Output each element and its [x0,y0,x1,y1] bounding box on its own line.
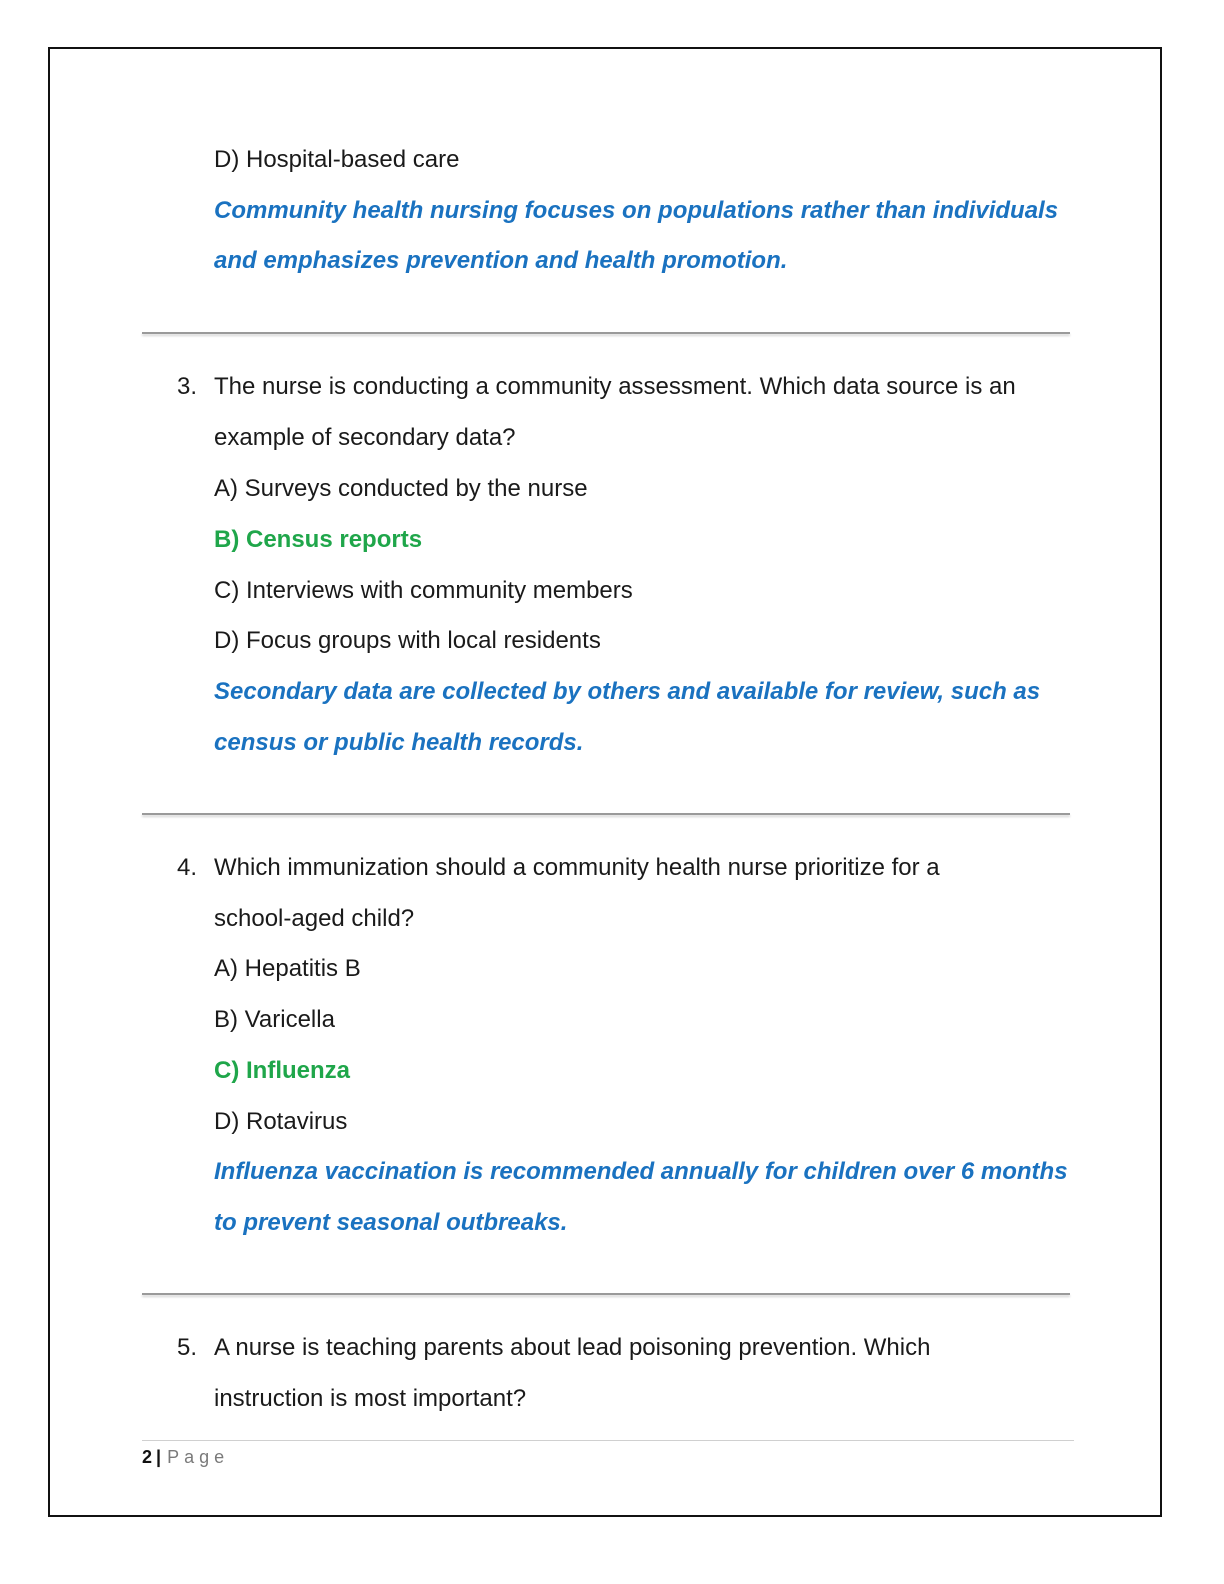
q3-stem-line-2: example of secondary data? [214,424,516,451]
q3-rationale-line-1: Secondary data are collected by others and available for review, such as [214,678,1041,705]
footer-rule [142,1440,1074,1441]
q4-option-c-correct: C) Influenza [214,1057,350,1084]
q3-option-d: D) Focus groups with local residents [214,627,601,654]
q3-stem-line-1: The nurse is conducting a community assessment. Which data source is an [214,373,1016,400]
q4-rationale-line-2: to prevent seasonal outbreaks. [214,1209,568,1236]
q4-number: 4. [177,854,198,881]
section-divider [142,332,1070,334]
q5-number: 5. [177,1334,198,1361]
q5-stem-line-1: A nurse is teaching parents about lead poisoning prevention. Which [214,1334,931,1361]
section-divider [142,1293,1070,1295]
q4-option-d: D) Rotavirus [214,1108,348,1135]
q2-rationale-line-1: Community health nursing focuses on populations rather than individuals [214,197,1059,224]
footer-separator: | [156,1447,162,1467]
page-label: Page [167,1447,230,1467]
page-number: 2 [142,1447,153,1467]
q3-option-c: C) Interviews with community members [214,577,633,604]
q3-number: 3. [177,373,198,400]
q4-option-b: B) Varicella [214,1006,335,1033]
q3-option-b-correct: B) Census reports [214,526,423,553]
page-footer [142,1446,229,1468]
q3-option-a: A) Surveys conducted by the nurse [214,475,588,502]
q3-rationale-line-2: census or public health records. [214,729,584,756]
q4-option-a: A) Hepatitis B [214,955,361,982]
q4-rationale-line-1: Influenza vaccination is recommended annually for children over 6 months [214,1158,1068,1185]
q5-stem-line-2: instruction is most important? [214,1385,527,1412]
q4-stem-line-2: school-aged child? [214,905,415,932]
q2-option-d: D) Hospital-based care [214,146,460,173]
q4-stem-line-1: Which immunization should a community health nurse prioritize for a [214,854,940,881]
section-divider [142,813,1070,815]
q2-rationale-line-2: and emphasizes prevention and health promotion. [214,247,788,274]
